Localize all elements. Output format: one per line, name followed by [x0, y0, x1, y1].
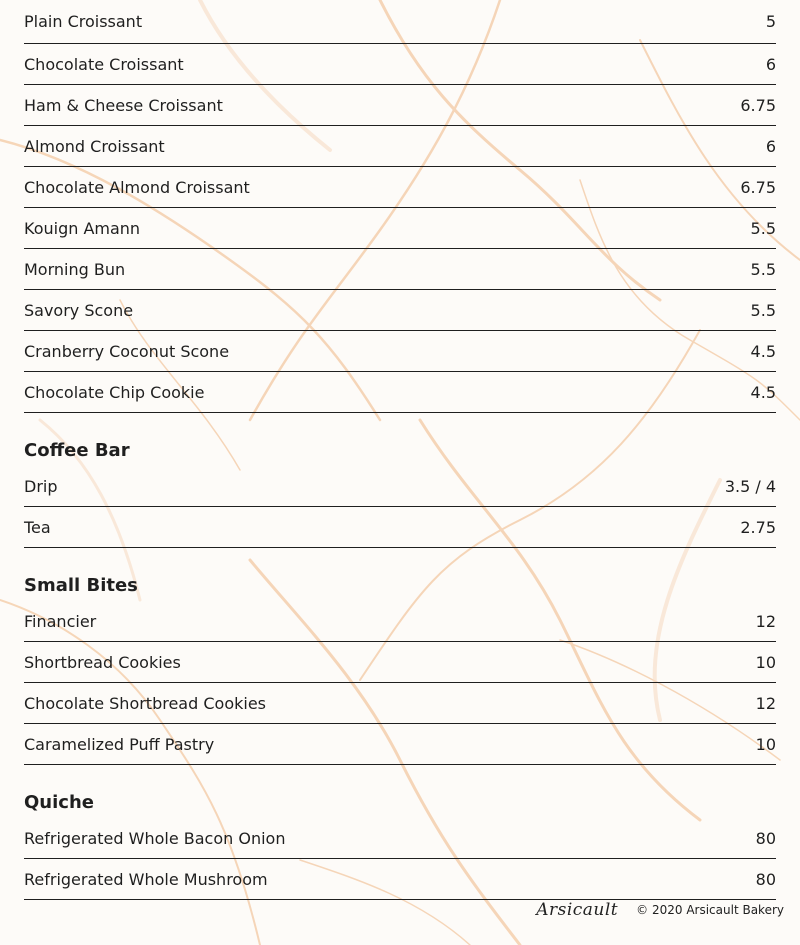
menu-item	[24, 208, 776, 249]
item-price: 2.75	[740, 517, 776, 537]
item-name: Kouign Amann	[24, 218, 141, 238]
menu-item	[24, 507, 776, 548]
item-name: Refrigerated Whole Bacon Onion	[24, 828, 286, 848]
section-quiche	[24, 765, 776, 900]
item-name: Drip	[24, 476, 58, 496]
menu-item	[24, 126, 776, 167]
item-price: 6	[765, 54, 776, 74]
menu-item	[24, 642, 776, 683]
copyright-text: © 2020 Arsicault Bakery	[636, 903, 784, 917]
item-price: 80	[755, 869, 776, 889]
item-price: 6	[765, 136, 776, 156]
item-name: Plain Croissant	[24, 12, 143, 31]
item-name: Savory Scone	[24, 300, 134, 320]
menu-item	[24, 44, 776, 85]
item-name: Cranberry Coconut Scone	[24, 341, 230, 361]
item-price: 10	[755, 734, 776, 754]
item-name: Morning Bun	[24, 259, 126, 279]
item-price: 12	[755, 693, 776, 713]
menu-item	[24, 249, 776, 290]
item-name: Ham & Cheese Croissant	[24, 95, 223, 115]
menu-item	[24, 85, 776, 126]
item-name: Chocolate Almond Croissant	[24, 177, 250, 197]
menu-item	[24, 331, 776, 372]
item-price: 5.5	[750, 218, 776, 238]
arsicault-logo[interactable]: Arsicault	[536, 900, 619, 920]
item-name: Tea	[24, 517, 51, 537]
item-price: 80	[755, 828, 776, 848]
item-price: 5	[765, 12, 776, 31]
footer	[536, 900, 784, 920]
menu-item	[24, 466, 776, 507]
menu-item	[24, 290, 776, 331]
item-price: 3.5 / 4	[724, 476, 776, 496]
item-name: Chocolate Chip Cookie	[24, 382, 205, 402]
item-price: 4.5	[750, 341, 776, 361]
section-small-bites	[24, 548, 776, 765]
section-title: Small Bites	[24, 575, 138, 596]
item-name: Almond Croissant	[24, 136, 165, 156]
item-name: Caramelized Puff Pastry	[24, 734, 215, 754]
item-name: Refrigerated Whole Mushroom	[24, 869, 268, 889]
section-title: Quiche	[24, 792, 94, 813]
menu-item	[24, 683, 776, 724]
menu-item	[24, 372, 776, 413]
item-price: 4.5	[750, 382, 776, 402]
menu-item	[24, 859, 776, 900]
section-coffee-bar	[24, 413, 776, 548]
menu-item	[24, 818, 776, 859]
item-name: Chocolate Croissant	[24, 54, 184, 74]
item-name: Chocolate Shortbread Cookies	[24, 693, 266, 713]
item-name: Financier	[24, 611, 97, 631]
menu-item	[24, 601, 776, 642]
menu-item	[24, 724, 776, 765]
item-price: 6.75	[740, 95, 776, 115]
item-price: 6.75	[740, 177, 776, 197]
item-price: 10	[755, 652, 776, 672]
menu-item	[24, 0, 776, 44]
section-pastries	[24, 0, 776, 413]
item-price: 5.5	[750, 259, 776, 279]
item-price: 5.5	[750, 300, 776, 320]
item-name: Shortbread Cookies	[24, 652, 181, 672]
menu-item	[24, 167, 776, 208]
item-price: 12	[755, 611, 776, 631]
section-title: Coffee Bar	[24, 440, 130, 461]
